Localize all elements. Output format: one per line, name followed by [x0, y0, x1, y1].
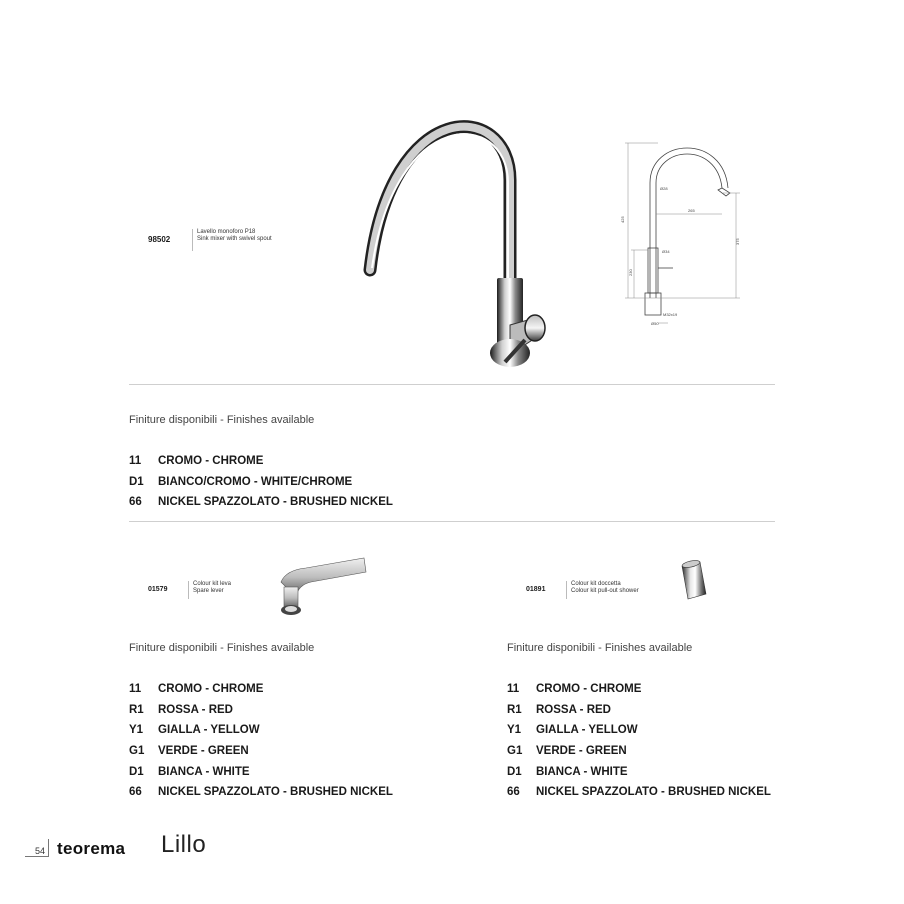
finish-item	[507, 741, 771, 762]
finish-code: G1	[129, 745, 145, 758]
finish-label: VERDE - GREEN	[536, 745, 627, 758]
finish-label: BIANCO/CROMO - WHITE/CHROME	[158, 475, 353, 488]
finish-item	[129, 679, 393, 700]
kit-lever-code: 01579	[148, 586, 168, 593]
finish-label: ROSSA - RED	[158, 703, 233, 716]
finish-code: 66	[129, 496, 142, 509]
page-number: 54	[35, 846, 46, 856]
finish-label: GIALLA - YELLOW	[536, 724, 638, 737]
footer	[25, 831, 325, 860]
dim-reach: 265	[688, 208, 695, 213]
kit-shower-name-en: Colour kit pull-out shower	[571, 588, 639, 594]
finish-label: NICKEL SPAZZOLATO - BRUSHED NICKEL	[536, 786, 771, 799]
finish-label: BIANCA - WHITE	[158, 765, 250, 778]
finish-label: VERDE - GREEN	[158, 745, 249, 758]
finish-item	[507, 679, 771, 700]
finish-label: GIALLA - YELLOW	[158, 724, 260, 737]
finish-label: BIANCA - WHITE	[536, 765, 628, 778]
finish-label: NICKEL SPAZZOLATO - BRUSHED NICKEL	[158, 786, 393, 799]
main-product-name-en: Sink mixer with swivel spout	[197, 236, 272, 242]
finish-code: 11	[507, 683, 520, 696]
finish-label: ROSSA - RED	[536, 703, 611, 716]
dim-body-diameter: Ø34	[662, 249, 670, 254]
finish-item	[129, 782, 393, 803]
kit-shower-code: 01891	[526, 586, 546, 593]
finish-item	[507, 761, 771, 782]
kit-shower-finishes-list	[507, 679, 771, 803]
finish-code: Y1	[129, 724, 144, 737]
finish-code: 66	[129, 786, 142, 799]
finish-item	[129, 451, 393, 472]
divider-top	[129, 384, 775, 385]
kit-shower-description	[566, 581, 639, 599]
page-number-tick	[48, 839, 49, 856]
product-line-name: Lillo	[161, 831, 207, 858]
spare-lever-image	[266, 552, 370, 622]
main-product-code: 98502	[148, 235, 171, 244]
brand-logo: teorema	[57, 839, 126, 858]
divider-middle	[129, 521, 775, 522]
kit-lever-finishes-title: Finiture disponibili - Finishes available	[129, 642, 315, 654]
finish-code: R1	[507, 703, 522, 716]
technical-drawing	[618, 138, 744, 330]
finish-code: R1	[129, 703, 144, 716]
dim-spout-diameter: Ø28	[660, 186, 668, 191]
kit-shower-finishes-title: Finiture disponibili - Finishes available	[507, 642, 693, 654]
finish-item	[507, 700, 771, 721]
finish-label: CROMO - CHROME	[158, 455, 264, 468]
pull-out-shower-image	[676, 560, 710, 602]
finish-label: CROMO - CHROME	[536, 683, 642, 696]
finish-item	[129, 472, 393, 493]
finish-item	[129, 761, 393, 782]
finish-code: D1	[507, 765, 522, 778]
kit-lever-finishes-list	[129, 679, 393, 803]
finish-item	[507, 720, 771, 741]
finish-code: G1	[507, 745, 523, 758]
finish-item	[129, 720, 393, 741]
main-product-name-it: Lavello monoforo P18	[197, 229, 256, 235]
dim-spout-height: 375	[735, 238, 740, 245]
dim-base-diameter: Ø50	[651, 321, 659, 326]
kit-lever-name-it: Colour kit leva	[193, 581, 232, 587]
dim-thread: M32x19	[663, 312, 678, 317]
finish-label: NICKEL SPAZZOLATO - BRUSHED NICKEL	[158, 496, 393, 509]
main-finishes-title: Finiture disponibili - Finishes available	[129, 414, 315, 426]
kit-lever-name-en: Spare lever	[193, 588, 224, 594]
page-number-bracket	[25, 856, 49, 857]
finish-code: 66	[507, 786, 520, 799]
main-product-description	[192, 229, 272, 251]
finish-item	[507, 782, 771, 803]
finish-item	[129, 492, 393, 513]
finish-code: 11	[129, 455, 142, 468]
sink-mixer-image	[350, 100, 560, 375]
kit-shower-name-it: Colour kit doccetta	[571, 581, 621, 587]
finish-item	[129, 700, 393, 721]
finish-label: CROMO - CHROME	[158, 683, 264, 696]
dim-body-height: 230	[628, 269, 633, 276]
kit-lever-description	[188, 581, 231, 599]
finish-code: 11	[129, 683, 142, 696]
dim-total-height: 425	[620, 216, 625, 223]
finish-item	[129, 741, 393, 762]
main-finishes-list	[129, 451, 393, 513]
finish-code: D1	[129, 765, 144, 778]
finish-code: D1	[129, 475, 144, 488]
finish-code: Y1	[507, 724, 522, 737]
